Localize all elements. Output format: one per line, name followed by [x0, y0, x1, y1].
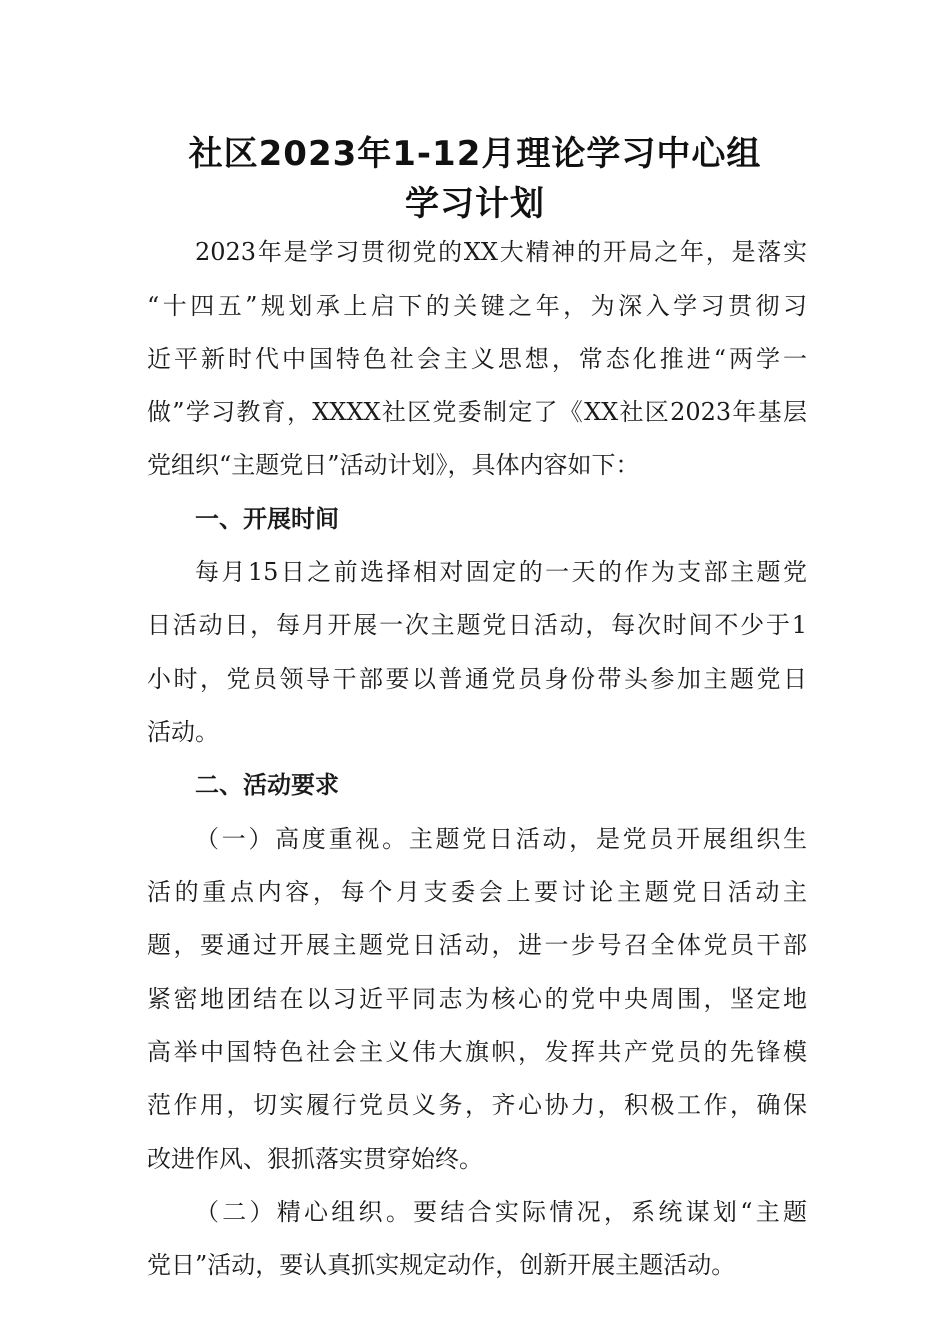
item1-line: 范作用，切实履行党员义务，齐心协力，积极工作，确保: [147, 1091, 807, 1119]
intro-line: 近平新时代中国特色社会主义思想，常态化推进“两学一: [147, 345, 807, 373]
item2-line: （二）精心组织。要结合实际情况，系统谋划“主题: [195, 1198, 807, 1226]
document-title-line1: 社区2023年1-12月理论学习中心组: [188, 134, 762, 174]
section-heading-requirements: 二、活动要求: [195, 771, 339, 799]
section1-line: 日活动日，每月开展一次主题党日活动，每次时间不少于1: [147, 611, 807, 639]
document-title-line2: 学习计划: [405, 184, 545, 224]
item1-line: 高举中国特色社会主义伟大旗帜，发挥共产党员的先锋模: [147, 1038, 807, 1066]
section1-line: 每月15日之前选择相对固定的一天的作为支部主题党: [195, 558, 807, 586]
section1-line: 小时，党员领导干部要以普通党员身份带头参加主题党日: [147, 665, 807, 693]
item1-line: 紧密地团结在以习近平同志为核心的党中央周围，坚定地: [147, 985, 807, 1013]
item1-line: 活的重点内容，每个月支委会上要讨论主题党日活动主: [147, 878, 807, 906]
item1-line: （一）高度重视。主题党日活动，是党员开展组织生: [195, 825, 807, 853]
item1-line: 改进作风、狠抓落实贯穿始终。: [147, 1145, 483, 1173]
section1-line: 活动。: [147, 718, 219, 746]
intro-line: 2023年是学习贯彻党的XX大精神的开局之年，是落实: [195, 238, 807, 266]
item1-line: 题，要通过开展主题党日活动，进一步号召全体党员干部: [147, 931, 807, 959]
intro-line: 做”学习教育，XXXX社区党委制定了《XX社区2023年基层: [147, 398, 807, 426]
item2-line: 党日”活动，要认真抓实规定动作，创新开展主题活动。: [147, 1251, 736, 1279]
section-heading-time: 一、开展时间: [195, 505, 339, 533]
intro-line: “十四五”规划承上启下的关键之年，为深入学习贯彻习: [147, 292, 807, 320]
intro-line: 党组织“主题党日”活动计划》，具体内容如下：: [147, 451, 640, 479]
